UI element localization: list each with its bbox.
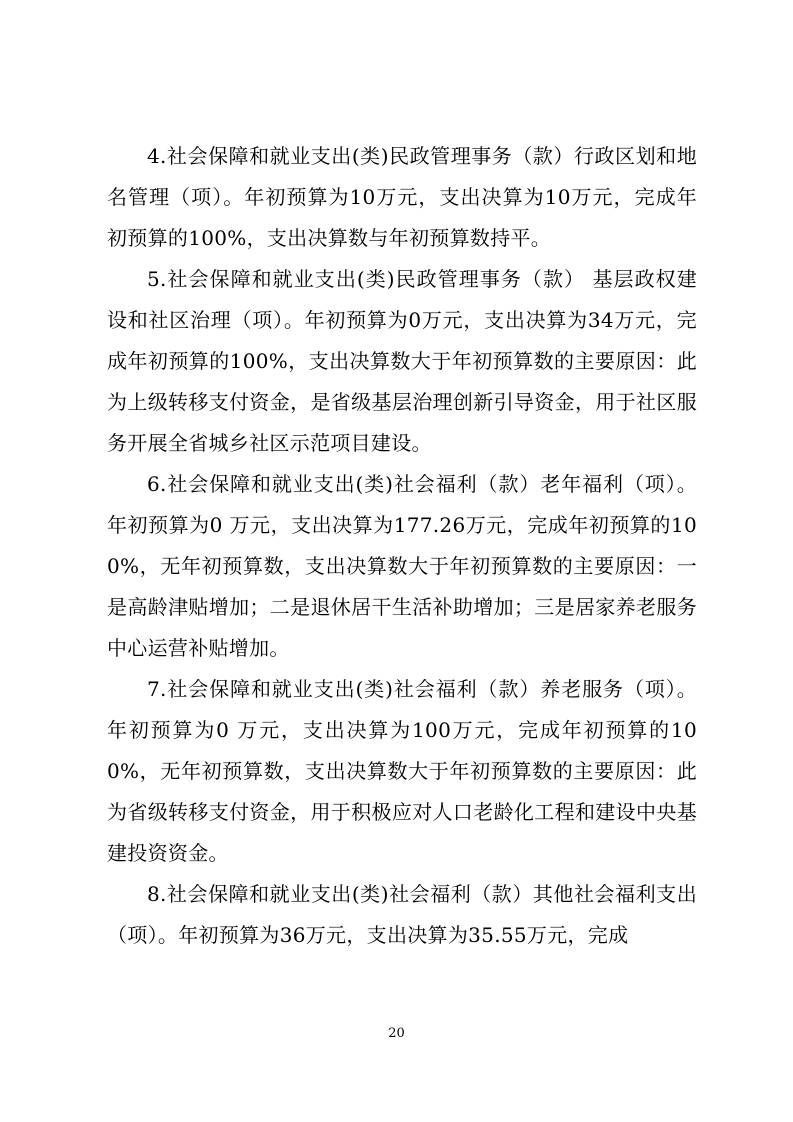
- paragraph-item-6: 6.社会保障和就业支出(类)社会福利（款）老年福利（项）。年初预算为0 万元，支出决算为177.26万元，完成年初预算的100%，无年初预算数，支出决算数大于年初预算数的主要原因：一是高龄津贴增加；二是退休居干生活补助增加；三是居家养老服务中心运营补贴增加。: [107, 472, 697, 660]
- page-number: 20: [388, 1026, 405, 1041]
- paragraph-item-5: 5.社会保障和就业支出(类)民政管理事务（款） 基层政权建设和社区治理（项）。年初预算为0万元，支出决算为34万元，完成年初预算的100%，支出决算数大于年初预算数的主要原因：此为上级转移支付资金，是省级基层治理创新引导资金，用于社区服务开展全省城乡社区示范项目建设。: [107, 267, 697, 455]
- paragraph-item-4: 4.社会保障和就业支出(类)民政管理事务（款）行政区划和地名管理（项）。年初预算为10万元，支出决算为10万元，完成年初预算的100%，支出决算数与年初预算数持平。: [107, 144, 697, 250]
- paragraph-item-8: 8.社会保障和就业支出(类)社会福利（款）其他社会福利支出（项）。年初预算为36万元，支出决算为35.55万元，完成: [107, 882, 697, 947]
- document-body: [107, 136, 697, 956]
- paragraph-item-7: 7.社会保障和就业支出(类)社会福利（款）养老服务（项）。年初预算为0 万元，支出决算为100万元，完成年初预算的100%，无年初预算数，支出决算数大于年初预算数的主要原因：此为省级转移支付资金，用于积极应对人口老龄化工程和建设中央基建投资资金。: [107, 677, 697, 865]
